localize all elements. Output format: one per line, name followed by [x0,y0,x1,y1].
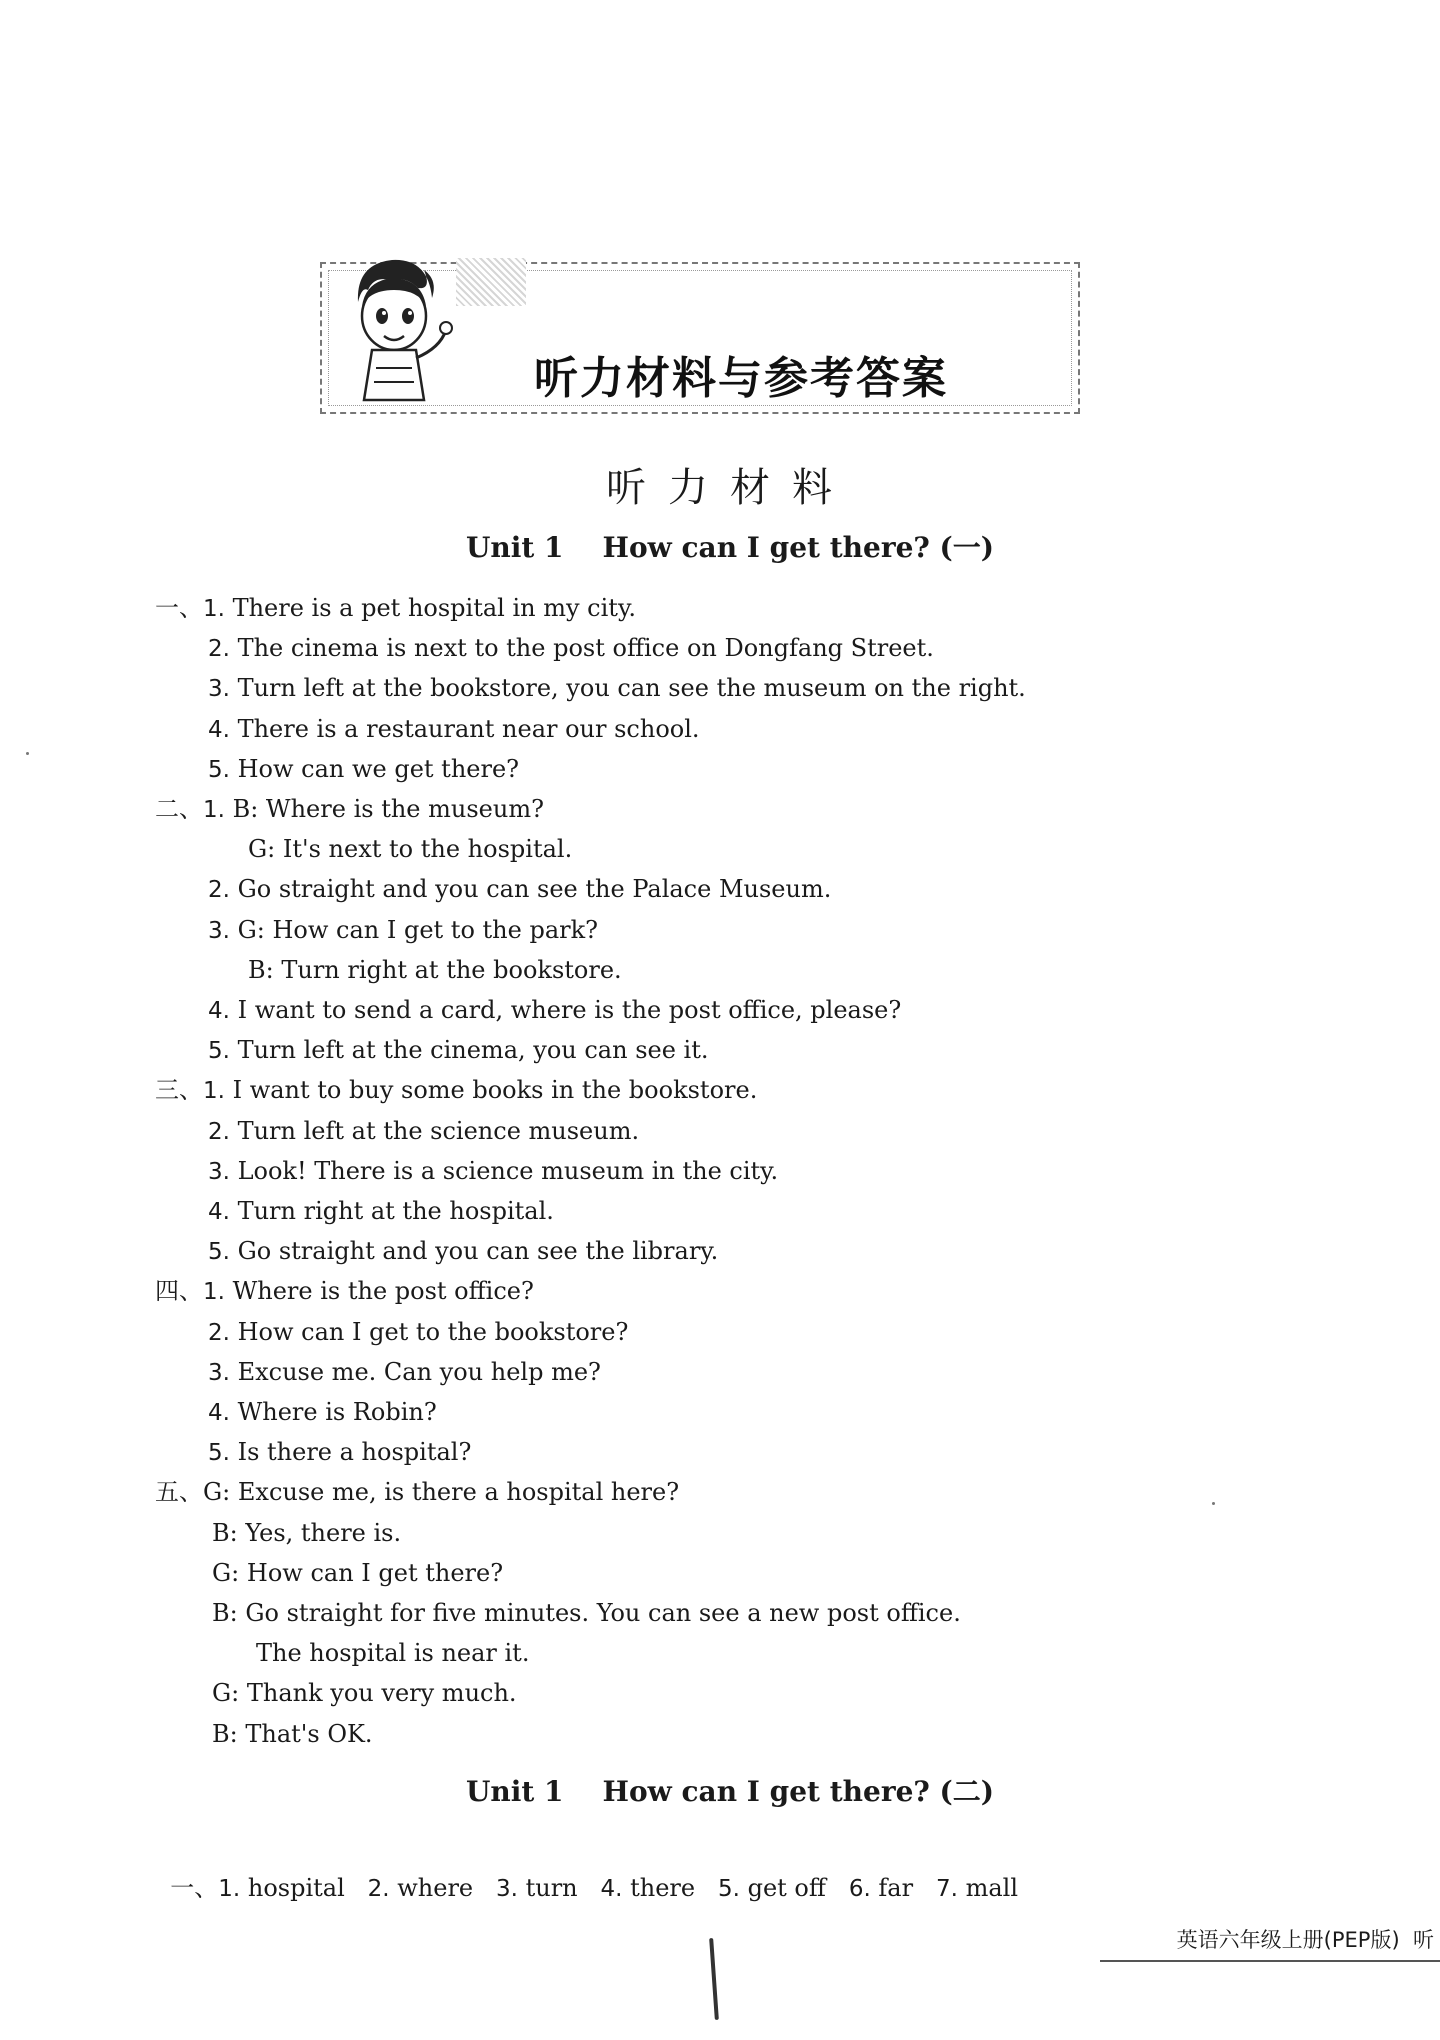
item-number: 1. [203,1078,225,1104]
answer-item: 4. there [600,1874,696,1902]
line-text: I want to buy some books in the bookstore. [224,1076,758,1104]
item-number: 3. [208,1360,230,1386]
script-line [208,1111,639,1152]
item-number: 4. [208,998,230,1024]
line-text: Turn left at the bookstore, you can see the museum on the right. [229,674,1026,702]
script-line [208,1392,437,1433]
answer-line [155,1828,1018,1909]
line-text: G: How can I get to the park? [229,916,599,944]
line-text: The cinema is next to the post office on Dongfang Street. [229,634,934,662]
answer-item: 6. far [848,1874,914,1902]
script-line [208,668,1026,709]
ink-stroke [709,1938,719,2020]
page-footer: 英语六年级上册(PEP版) 听 [1100,1918,1440,1962]
banner-title: 听力材料与参考答案 [534,353,948,404]
script-line [155,1070,757,1111]
answer-item: 1. hospital [218,1874,345,1902]
script-line [208,1312,628,1353]
item-number: 3. [208,918,230,944]
line-text: Turn left at the cinema, you can see it. [229,1036,709,1064]
script-line [155,588,636,629]
script-line [155,789,544,830]
line-text: How can I get to the bookstore? [229,1318,629,1346]
script-line [208,1191,554,1232]
script-line [212,1553,503,1593]
line-text: G: How can I get there? [212,1559,504,1587]
script-line [248,950,622,990]
line-text: Where is the post office? [224,1277,534,1305]
section-label: 一、 [155,594,203,622]
unit-heading-1: Unit 1 How can I get there? (一) [465,531,995,564]
boy-cartoon-icon [328,250,458,410]
script-line [212,1593,961,1633]
item-number: 4. [208,1400,230,1426]
line-text: Go straight and you can see the library. [229,1237,719,1265]
script-line [208,709,700,750]
section-label: 五、 [155,1478,203,1506]
script-line [212,1714,373,1754]
answer-section-label: 一、 [170,1874,219,1902]
answer-item: 5. get off [718,1874,826,1902]
line-text: Look! There is a science museum in the city. [229,1157,779,1185]
item-number: 5. [208,1038,230,1064]
item-number: 3. [208,676,230,702]
item-number: 4. [208,1199,230,1225]
script-line [256,1633,529,1673]
script-line [208,749,519,790]
script-line [208,869,831,910]
line-text: Turn right at the hospital. [229,1197,554,1225]
item-number: 2. [208,636,230,662]
line-text: G: Excuse me, is there a hospital here? [203,1478,680,1506]
item-number: 2. [208,1119,230,1145]
script-line [155,1472,679,1512]
answer-item: 7. mall [935,1874,1018,1902]
script-line [208,990,901,1031]
script-line [208,1151,778,1192]
section-label: 三、 [155,1076,203,1104]
item-number: 4. [208,717,230,743]
script-line [208,910,598,951]
script-line [208,628,934,669]
line-text: The hospital is near it. [256,1639,530,1667]
line-text: I want to send a card, where is the post office, please? [229,996,902,1024]
section-label: 二、 [155,795,203,823]
banner-pattern [456,258,526,306]
item-number: 2. [208,1320,230,1346]
script-line [248,829,572,869]
item-number: 5. [208,1440,230,1466]
item-number: 3. [208,1159,230,1185]
answer-item: 2. where [367,1874,474,1902]
line-text: Go straight and you can see the Palace Museum. [229,875,832,903]
scan-speck [1212,1502,1215,1505]
line-text: Where is Robin? [229,1398,437,1426]
line-text: B: Yes, there is. [212,1519,402,1547]
script-line [208,1231,718,1272]
script-line [208,1432,471,1473]
line-text: Excuse me. Can you help me? [229,1358,601,1386]
line-text: There is a pet hospital in my city. [224,594,636,622]
item-number: 5. [208,1239,230,1265]
scan-speck [26,752,29,755]
line-text: B: That's OK. [212,1720,373,1748]
section-label: 四、 [155,1277,203,1305]
line-text: How can we get there? [229,755,520,783]
script-line [212,1513,401,1553]
item-number: 1. [203,797,225,823]
script-line [208,1352,601,1393]
line-text: G: Thank you very much. [212,1679,517,1707]
line-text: Is there a hospital? [229,1438,472,1466]
script-line [212,1673,517,1713]
item-number: 1. [203,1279,225,1305]
script-line [208,1030,709,1071]
line-text: There is a restaurant near our school. [229,715,700,743]
answer-item: 3. turn [496,1874,578,1902]
line-text: G: It's next to the hospital. [248,835,573,863]
unit-heading-2: Unit 1 How can I get there? (二) [465,1775,995,1808]
line-text: B: Where is the museum? [224,795,544,823]
line-text: B: Turn right at the bookstore. [248,956,622,984]
item-number: 2. [208,877,230,903]
section-title: 听力材料 [606,465,854,511]
item-number: 5. [208,757,230,783]
item-number: 1. [203,596,225,622]
script-line [155,1271,534,1312]
line-text: B: Go straight for five minutes. You can see a new post office. [212,1599,961,1627]
line-text: Turn left at the science museum. [229,1117,640,1145]
title-banner [320,262,1080,414]
